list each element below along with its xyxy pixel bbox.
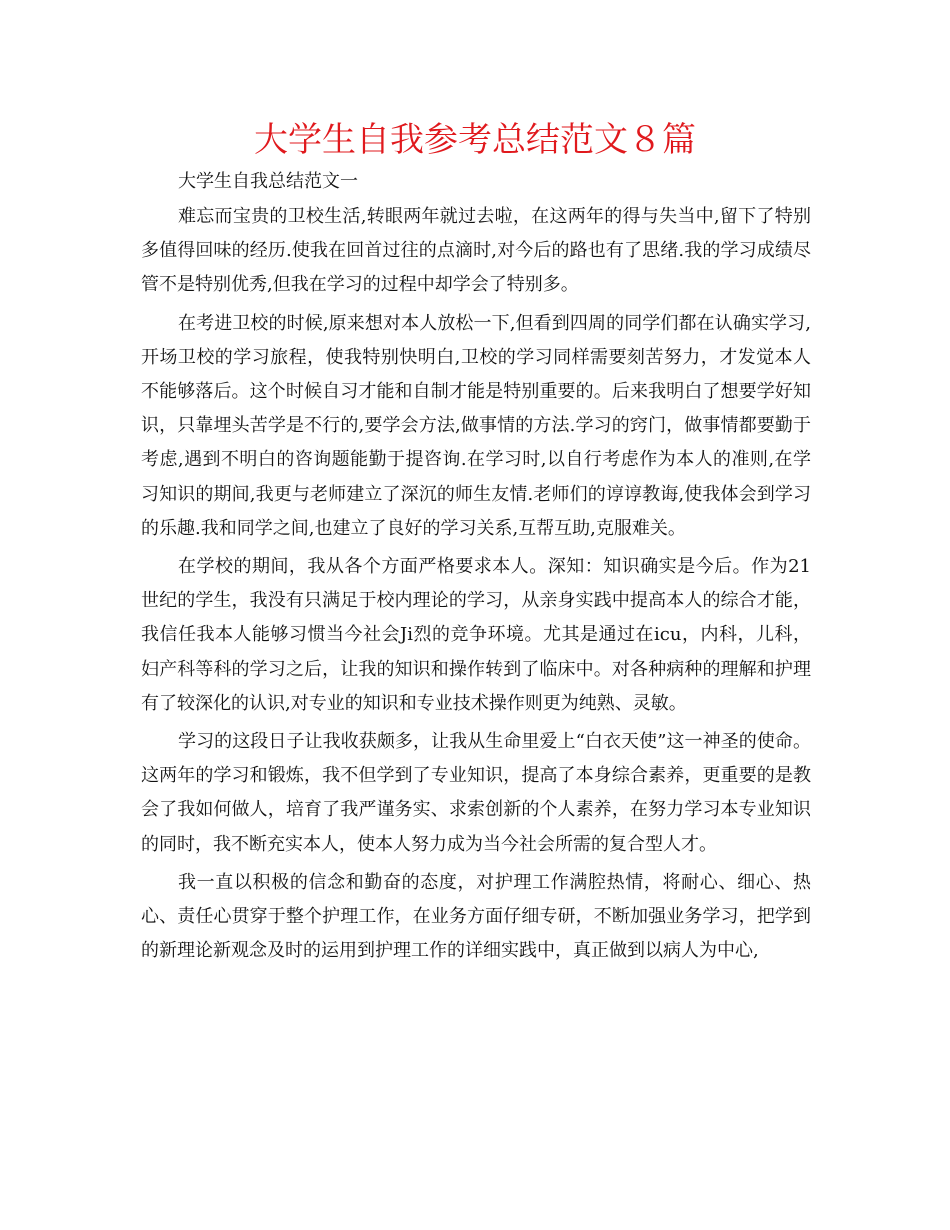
paragraph: 在考进卫校的时候,原来想对本人放松一下,但看到四周的同学们都在认确实学习,开场卫校的学习旅程，使我特别快明白,卫校的学习同样需要刻苦努力，才发觉本人不能够落后。这个时候自习才能和自制才能是特别重要的。后来我明白了想要学好知识，只靠埋头苦学是不行的,要学会方法,做事情的方法.学习的窍门，做事情都要勤于考虑,遇到不明白的咨询题能勤于提咨询.在学习时,以自行考虑作为本人的准则,在学习知识的期间,我更与老师建立了深沉的师生友情.老师们的谆谆教诲,使我体会到学习的乐趣.我和同学之间,也建立了良好的学习关系,互帮互助,克服难关。 [141,312,811,539]
paragraph: 在学校的期间，我从各个方面严格要求本人。深知：知识确实是今后。作为21世纪的学生，我没有只满足于校内理论的学习，从亲身实践中提高本人的综合才能，我信任我本人能够习惯当今社会Ji烈的竞争环境。尤其是通过在icu，内科，儿科，妇产科等科的学习之后，让我的知识和操作转到了临床中。对各种病种的理解和护理有了较深化的认识,对专业的知识和专业技术操作则更为纯熟、灵敏。 [141,556,811,714]
paragraph: 学习的这段日子让我收获颇多，让我从生命里爱上“白衣天使”这一神圣的使命。这两年的学习和锻炼，我不但学到了专业知识，提高了本身综合素养，更重要的是教会了我如何做人，培育了我严谨务实、求索创新的个人素养，在努力学习本专业知识的同时，我不断充实本人，使本人努力成为当今社会所需的复合型人才。 [141,731,811,855]
paragraph: 我一直以积极的信念和勤奋的态度，对护理工作满腔热情，将耐心、细心、热心、责任心贯穿于整个护理工作，在业务方面仔细专研，不断加强业务学习，把学到的新理论新观念及时的运用到护理工作的详细实践中，真正做到以病人为中心, [141,871,811,962]
document-subtitle: 大学生自我总结范文一 [178,171,358,192]
document-body [141,200,811,972]
document-title: 大学生自我参考总结范文８篇 [254,120,696,160]
paragraph: 难忘而宝贵的卫校生活,转眼两年就过去啦，在这两年的得与失当中,留下了特别多值得回味的经历.使我在回首过往的点滴时,对今后的路也有了思绪.我的学习成绩尽管不是特别优秀,但我在学习的过程中却学会了特别多。 [141,206,811,296]
